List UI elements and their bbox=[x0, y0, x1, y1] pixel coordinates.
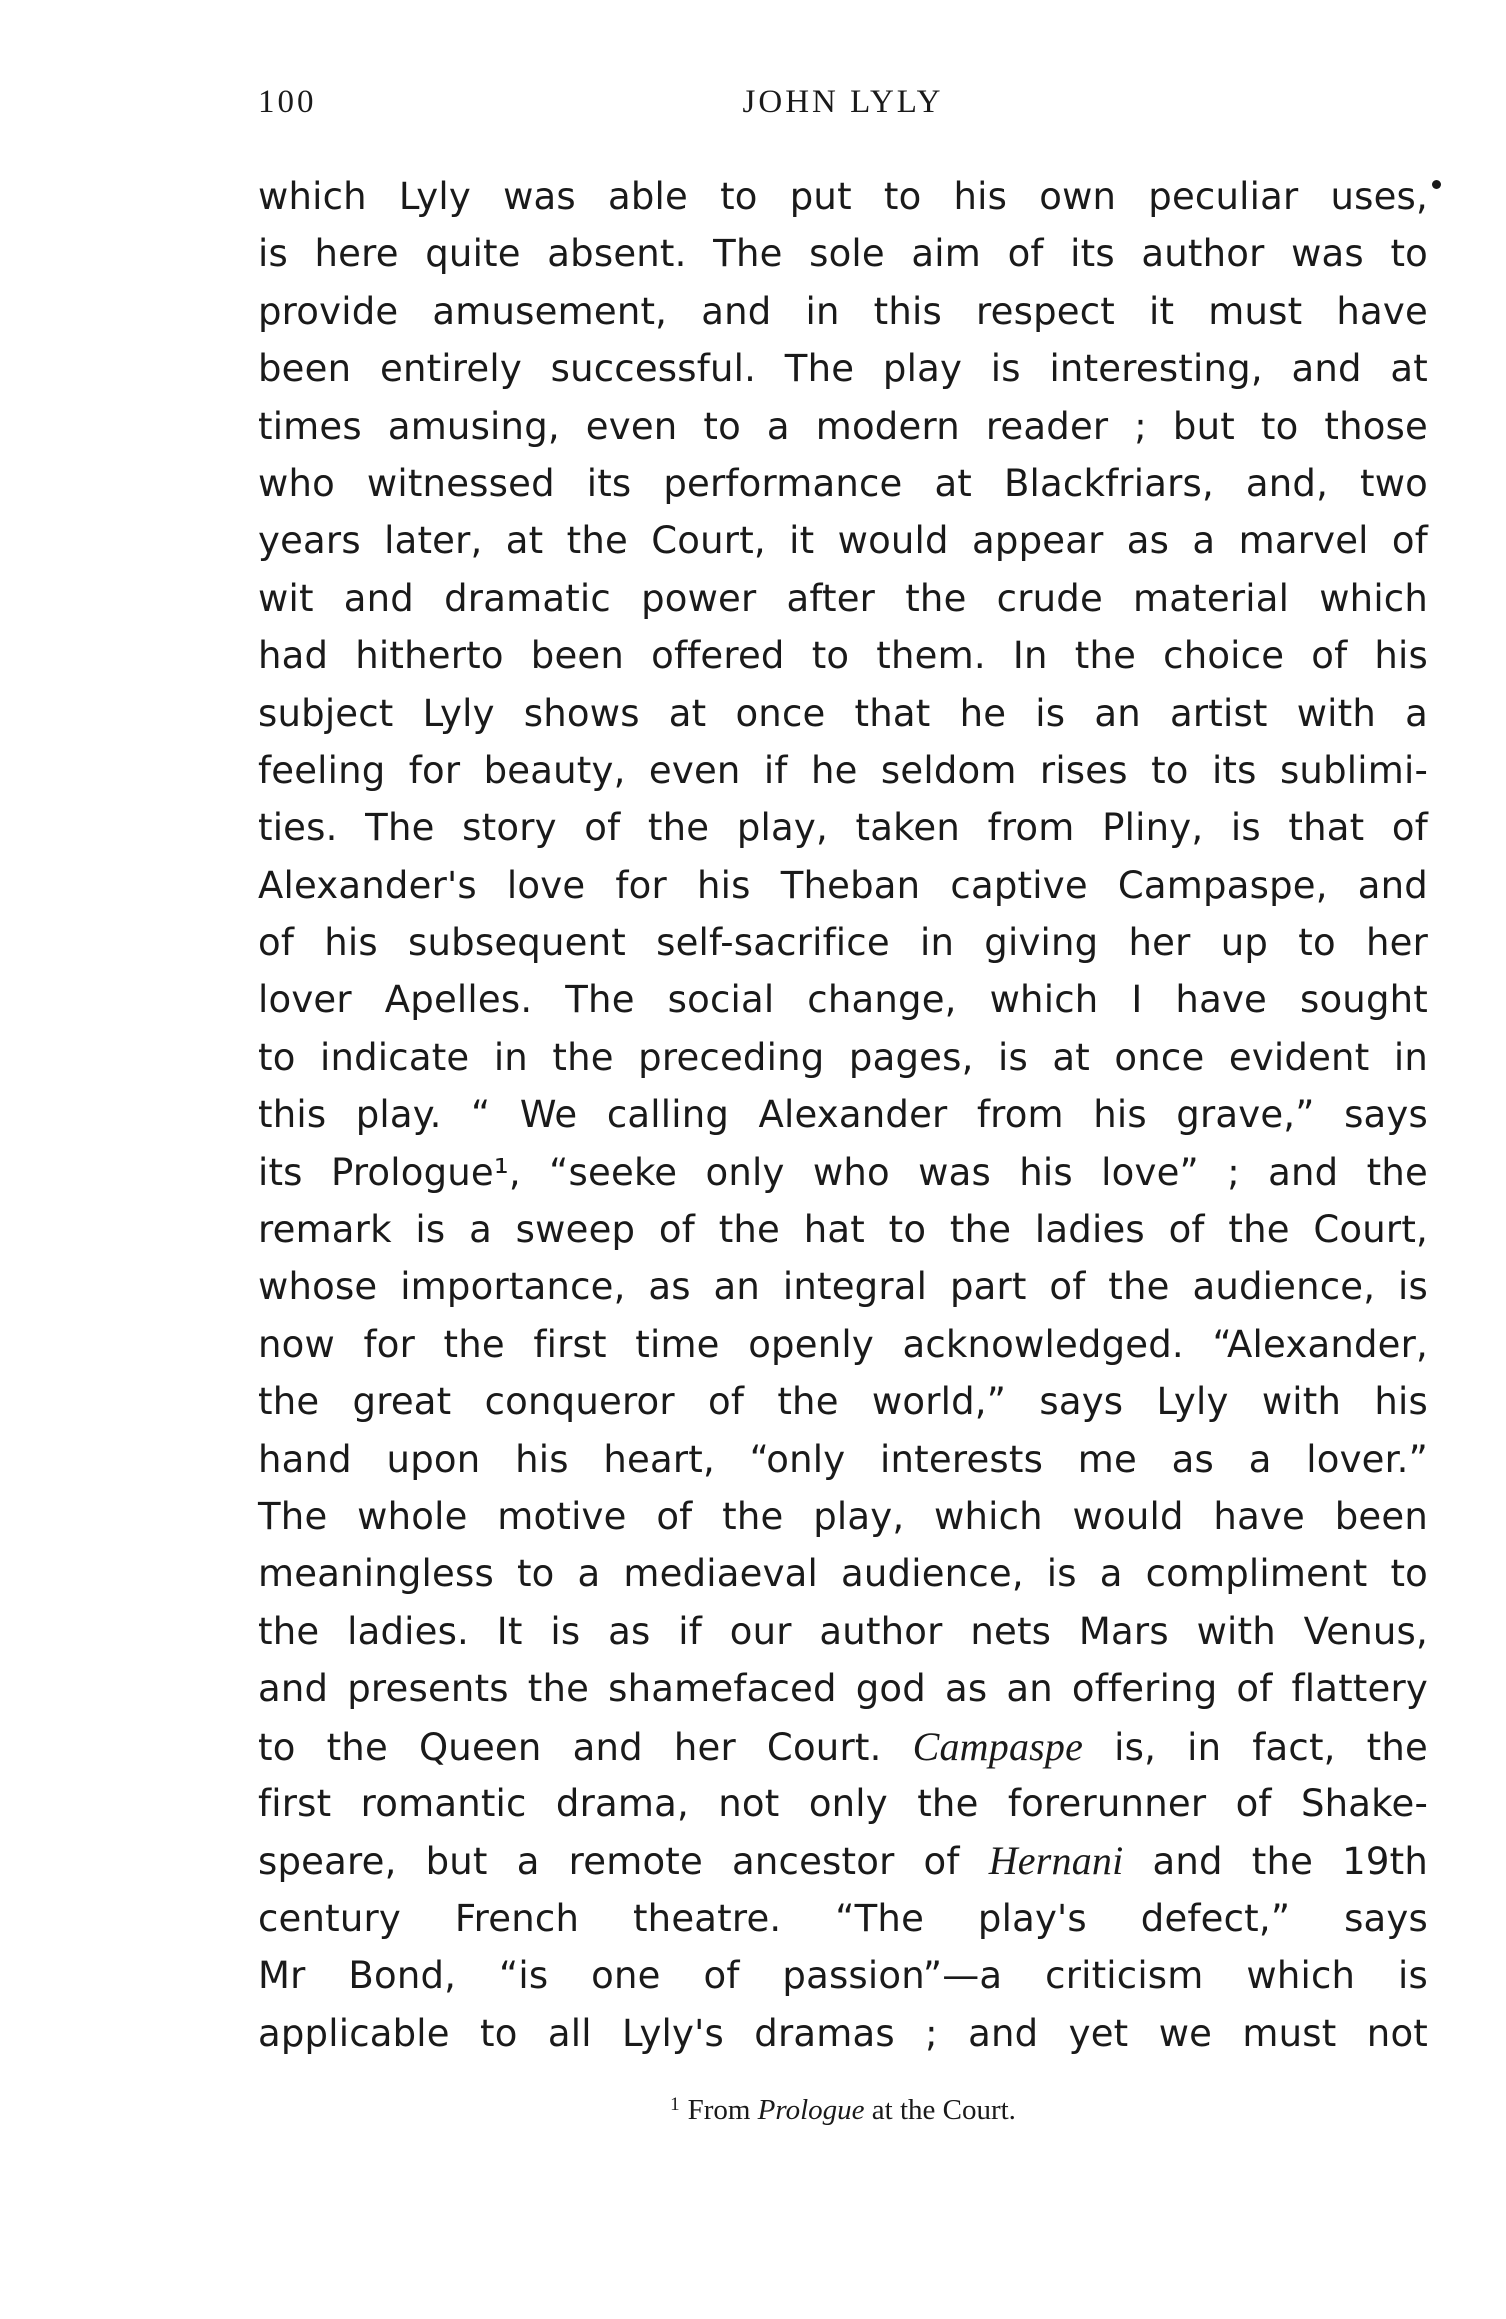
text-line: ties. The story of the play, taken from Pliny, is that of bbox=[258, 806, 1428, 850]
text-line: who witnessed its performance at Blackfriars, and, two bbox=[258, 461, 1428, 505]
print-speck bbox=[1432, 180, 1441, 189]
footnote-suffix: at the Court. bbox=[864, 2094, 1016, 2126]
text-line: first romantic drama, not only the forerunner of Shake- bbox=[258, 1781, 1428, 1825]
body-text bbox=[258, 168, 1428, 2062]
footnote bbox=[258, 2094, 1428, 2127]
play-title: Hernani bbox=[988, 1838, 1124, 1884]
text-line: century French theatre. “The play's defect,” says bbox=[258, 1896, 1428, 1940]
text-line: had hitherto been offered to them. In the choice of his bbox=[258, 634, 1428, 678]
text-line: provide amusement, and in this respect it must have bbox=[258, 289, 1428, 333]
footnote-prefix: From bbox=[687, 2094, 758, 2126]
text-line: its Prologue¹, “seeke only who was his love” ; and the bbox=[258, 1150, 1428, 1194]
text-line: years later, at the Court, it would appear as a marvel of bbox=[258, 519, 1428, 563]
text-line: hand upon his heart, “only interests me as a lover.” bbox=[258, 1437, 1428, 1481]
text-line: speare, but a remote ancestor of Hernani and the 19th bbox=[258, 1838, 1428, 1884]
text-line: applicable to all Lyly's dramas ; and yet we must not bbox=[258, 2011, 1428, 2055]
text-line: Alexander's love for his Theban captive Campaspe, and bbox=[258, 863, 1428, 907]
text-line: now for the first time openly acknowledged. “Alexander, bbox=[258, 1322, 1428, 1366]
page-number: 100 bbox=[258, 84, 317, 120]
text-line: been entirely successful. The play is interesting, and at bbox=[258, 347, 1428, 391]
running-head bbox=[258, 84, 1428, 134]
text-line: which Lyly was able to put to his own peculiar uses, bbox=[258, 175, 1428, 218]
text-line: feeling for beauty, even if he seldom rises to its sublimi- bbox=[258, 748, 1428, 792]
running-title: JOHN LYLY bbox=[742, 84, 944, 120]
text-line: the great conqueror of the world,” says Lyly with his bbox=[258, 1380, 1428, 1424]
text-line: of his subsequent self-sacrifice in giving her up to her bbox=[258, 921, 1428, 965]
text-line: wit and dramatic power after the crude material which bbox=[258, 576, 1428, 620]
text-line: remark is a sweep of the hat to the ladies of the Court, bbox=[258, 1208, 1428, 1252]
footnote-italic-title: Prologue bbox=[757, 2094, 865, 2126]
text-line: lover Apelles. The social change, which I have sought bbox=[258, 978, 1428, 1022]
text-line: times amusing, even to a modern reader ; but to those bbox=[258, 404, 1428, 448]
text-line: and presents the shamefaced god as an offering of flattery bbox=[258, 1667, 1428, 1711]
play-title: Campaspe bbox=[912, 1723, 1084, 1769]
text-line: this play. “ We calling Alexander from his grave,” says bbox=[258, 1093, 1428, 1137]
text-line: to the Queen and her Court. Campaspe is, in fact, the bbox=[258, 1723, 1428, 1769]
text-line: meaningless to a mediaeval audience, is a compliment to bbox=[258, 1552, 1428, 1596]
text-line: to indicate in the preceding pages, is at once evident in bbox=[258, 1035, 1428, 1079]
text-line: Mr Bond, “is one of passion”—a criticism which is bbox=[258, 1954, 1428, 1998]
footnote-marker: 1 bbox=[670, 2094, 680, 2115]
text-line: subject Lyly shows at once that he is an artist with a bbox=[258, 691, 1428, 735]
text-line: whose importance, as an integral part of the audience, is bbox=[258, 1265, 1428, 1309]
text-line: is here quite absent. The sole aim of its author was to bbox=[258, 232, 1428, 276]
text-line: the ladies. It is as if our author nets Mars with Venus, bbox=[258, 1609, 1428, 1653]
text-line: The whole motive of the play, which would have been bbox=[258, 1494, 1428, 1538]
